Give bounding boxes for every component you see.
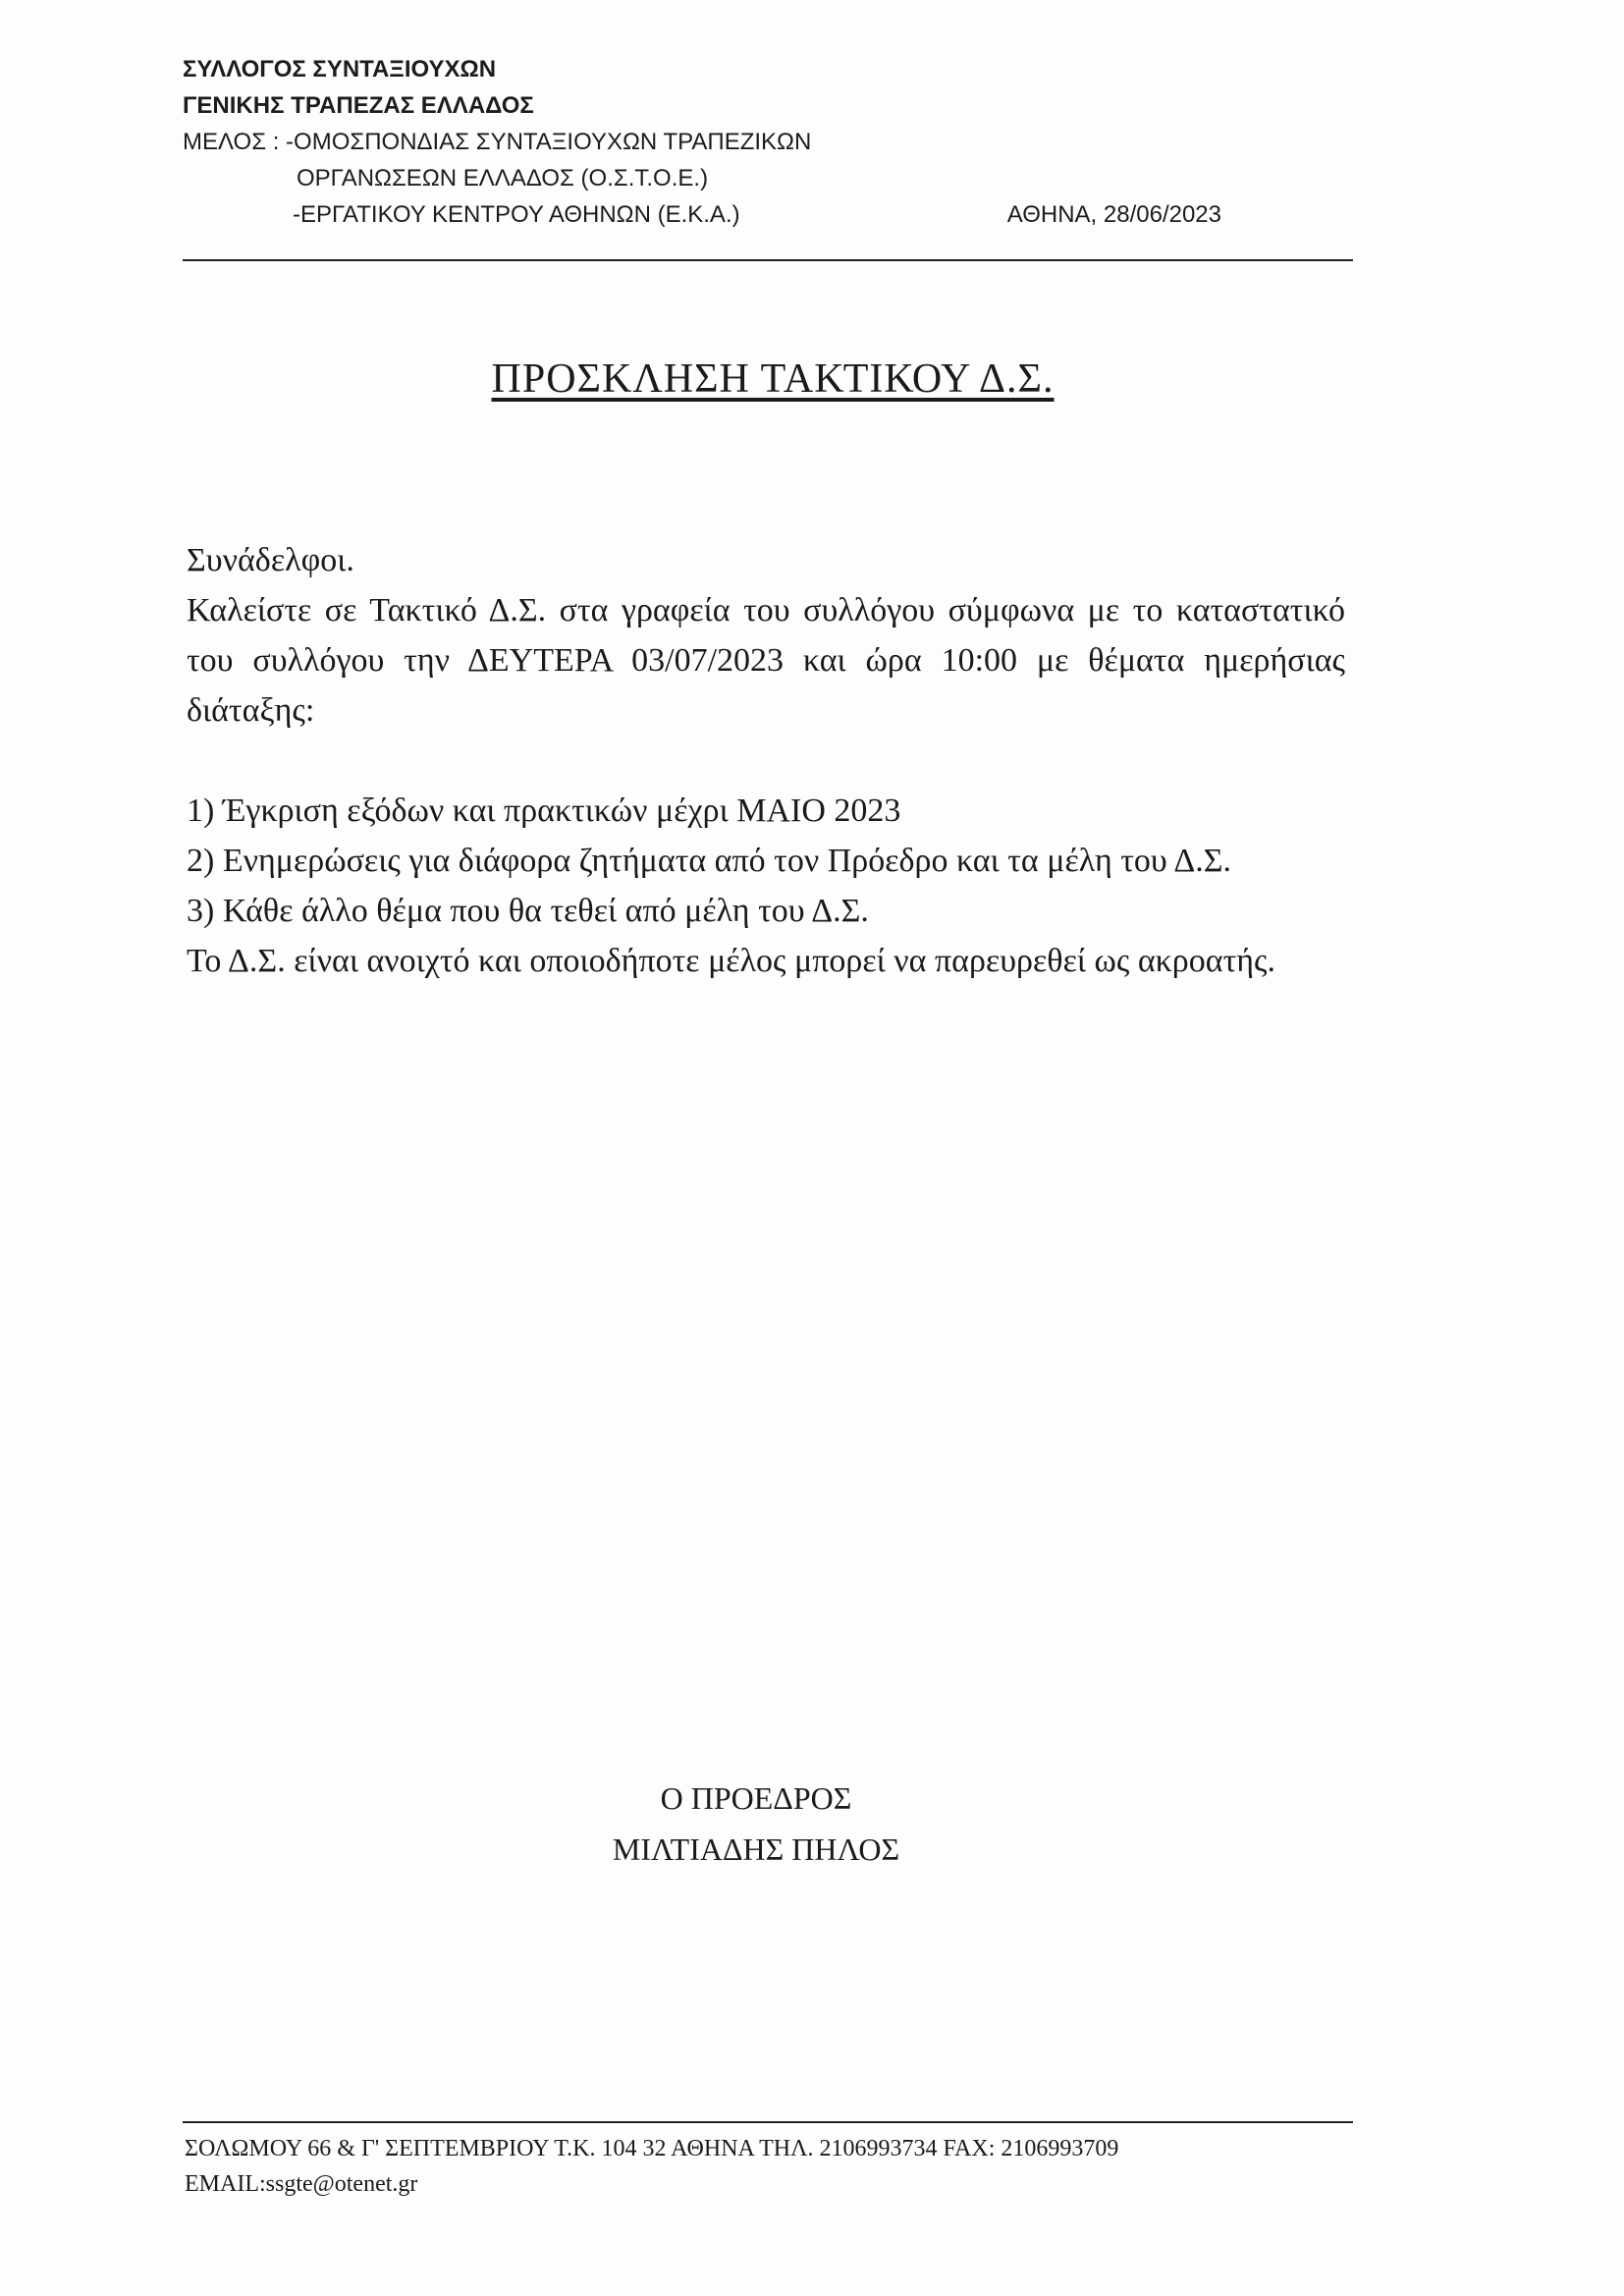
salutation: Συνάδελφοι.	[187, 542, 354, 578]
agenda-item-1: 1) Έγκριση εξόδων και πρακτικών μέχρι ΜΑΙΟ 2023	[187, 793, 901, 829]
letter-body	[187, 535, 1345, 986]
member-date-row	[183, 196, 1351, 233]
place-date: ΑΘΗΝΑ, 28/06/2023	[1006, 201, 1221, 228]
agenda-item-3: 3) Κάθε άλλο θέμα που θα τεθεί από μέλη του Δ.Σ.	[187, 893, 869, 929]
org-bank: ΓΕΝΙΚΗΣ ΤΡΑΠΕΖΑΣ ΕΛΛΑΔΟΣ	[183, 92, 534, 119]
member-line-3: -ΕΡΓΑΤΙΚΟΥ ΚΕΝΤΡΟΥ ΑΘΗΝΩΝ (Ε.Κ.Α.)	[293, 201, 740, 228]
member-line-1: ΜΕΛΟΣ : -ΟΜΟΣΠΟΝΔΙΑΣ ΣΥΝΤΑΞΙΟΥΧΩΝ ΤΡΑΠΕΖΙΚΩΝ	[183, 129, 812, 155]
signature-name: ΜΙΛΤΙΑΔΗΣ ΠΗΛΟΣ	[612, 1831, 900, 1867]
closing-paragraph: Το Δ.Σ. είναι ανοιχτό και οποιοδήποτε μέλος μπορεί να παρευρεθεί ως ακροατής.	[187, 943, 1275, 979]
footer	[185, 2131, 1363, 2202]
paragraph-gap	[187, 736, 1345, 786]
agenda-item-2: 2) Ενημερώσεις για διάφορα ζητήματα από τον Πρόεδρο και τα μέλη του Δ.Σ.	[187, 843, 1231, 879]
signature-block	[550, 1773, 962, 1875]
footer-address: ΣΟΛΩΜΟΥ 66 & Γ' ΣΕΠΤΕΜΒΡΙΟΥ Τ.Κ. 104 32 ΑΘΗΝΑ ΤΗΛ. 2106993734 FAX: 2106993709	[185, 2136, 1119, 2161]
footer-email: EMAIL:ssgte@otenet.gr	[185, 2171, 418, 2197]
intro-paragraph: Καλείστε σε Τακτικό Δ.Σ. στα γραφεία του συλλόγου σύμφωνα με το καταστατικό του συλλόγου την ΔΕΥΤΕΡΑ 03/07/2023 και ώρα 10:00 με θέματα ημερήσιας διάταξης:	[187, 592, 1345, 729]
letterhead	[183, 51, 1351, 233]
signature-role: Ο ΠΡΟΕΔΡΟΣ	[660, 1780, 852, 1816]
header-divider	[183, 259, 1353, 261]
org-name: ΣΥΛΛΟΓΟΣ ΣΥΝΤΑΞΙΟΥΧΩΝ	[183, 56, 497, 82]
member-line-2: ΟΡΓΑΝΩΣΕΩΝ ΕΛΛΑΔΟΣ (Ο.Σ.Τ.Ο.Ε.)	[297, 165, 709, 191]
footer-divider	[183, 2121, 1353, 2123]
document-title: ΠΡΟΣΚΛΗΣΗ ΤΑΚΤΙΚΟΥ Δ.Σ.	[491, 356, 1055, 402]
